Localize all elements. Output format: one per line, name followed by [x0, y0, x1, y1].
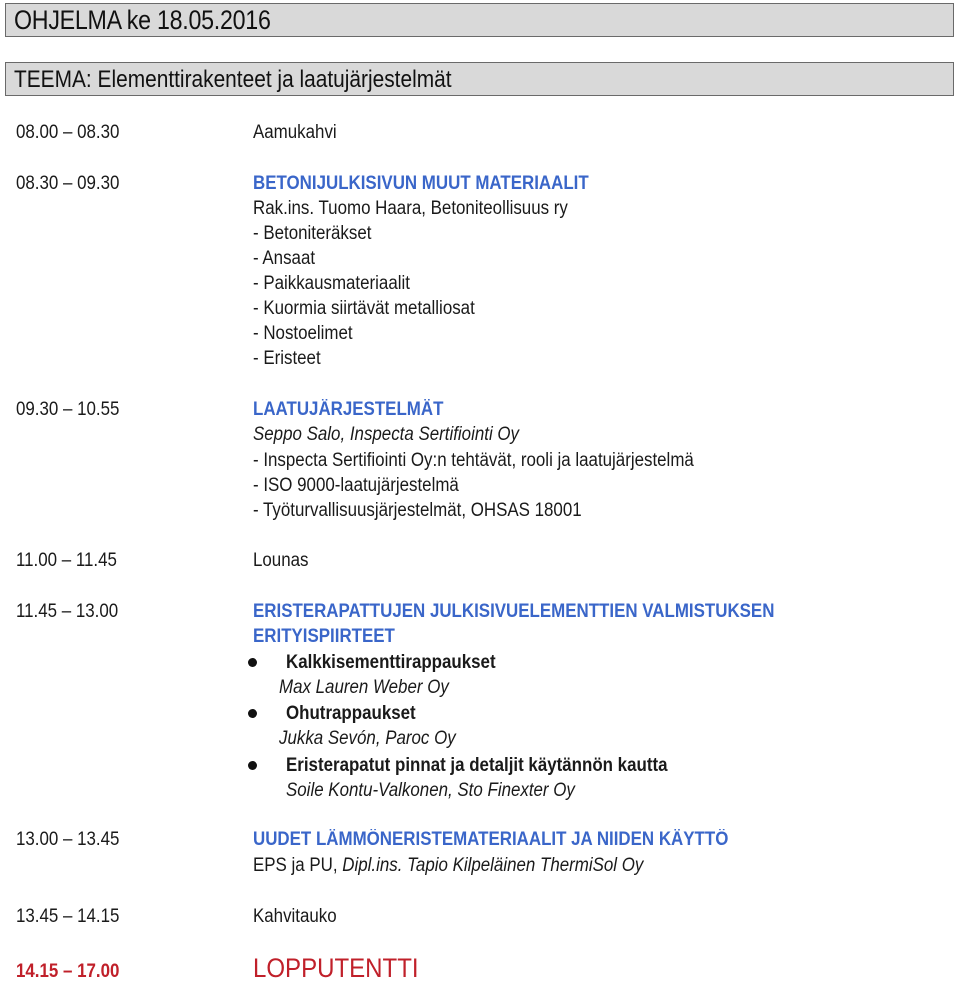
session-item: - ISO 9000-laatujärjestelmä [253, 475, 459, 496]
program-title: OHJELMA ke 18.05.2016 [14, 5, 271, 35]
session-time: 08.30 – 09.30 [16, 173, 120, 194]
session-title-line1: ERISTERAPATTUJEN JULKISIVUELEMENTTIEN VALMISTUKSEN [253, 601, 775, 622]
subtopic-speaker: Jukka Sevón, Paroc Oy [279, 728, 456, 749]
session-item: - Inspecta Sertifiointi Oy:n tehtävät, rooli ja laatujärjestelmä [253, 450, 694, 471]
session-time: 11.45 – 13.00 [16, 601, 119, 622]
session-title: BETONIJULKISIVUN MUUT MATERIAALIT [253, 173, 589, 194]
subtopic-speaker: Max Lauren Weber Oy [279, 677, 449, 698]
session-item: - Nostoelimet [253, 323, 353, 344]
session-title: LOPPUTENTTI [253, 953, 419, 983]
speaker-italic: Dipl.ins. Tapio Kilpeläinen ThermiSol Oy [342, 855, 644, 876]
program-title-box [5, 3, 954, 37]
session-title: UUDET LÄMMÖNERISTEMATERIAALIT JA NIIDEN KÄYTTÖ [253, 829, 729, 850]
session-speaker: Rak.ins. Tuomo Haara, Betoniteollisuus ry [253, 198, 568, 219]
session-time: 11.00 – 11.45 [16, 550, 117, 571]
theme-label: TEEMA: Elementtirakenteet ja laatujärjestelmät [14, 66, 452, 93]
session-time: 08.00 – 08.30 [16, 122, 120, 143]
speaker-plain: EPS ja PU, [253, 855, 343, 876]
subtopic-title: Eristerapatut pinnat ja detaljit käytännön kautta [286, 755, 668, 776]
session-time: 09.30 – 10.55 [16, 399, 120, 420]
subtopic-title: Ohutrappaukset [286, 703, 416, 724]
session-item: - Betoniteräkset [253, 223, 372, 244]
bullet-icon [248, 658, 257, 667]
session-title: Kahvitauko [253, 906, 337, 927]
session-item: - Kuormia siirtävät metalliosat [253, 298, 475, 319]
bullet-icon [248, 709, 257, 718]
session-item: - Ansaat [253, 248, 316, 269]
session-title-line2: ERITYISPIIRTEET [253, 626, 395, 647]
session-title: Lounas [253, 550, 309, 571]
session-item: - Paikkausmateriaalit [253, 273, 410, 294]
session-title: LAATUJÄRJESTELMÄT [253, 399, 444, 420]
bullet-icon [248, 761, 257, 770]
session-speaker [253, 855, 643, 877]
session-item: - Eristeet [253, 348, 321, 369]
session-time: 14.15 – 17.00 [16, 961, 120, 982]
session-item: - Työturvallisuusjärjestelmät, OHSAS 18001 [253, 500, 582, 521]
session-speaker: Seppo Salo, Inspecta Sertifiointi Oy [253, 424, 520, 445]
session-time: 13.00 – 13.45 [16, 829, 120, 850]
subtopic-title: Kalkkisementtirappaukset [286, 652, 496, 673]
subtopic-speaker: Soile Kontu-Valkonen, Sto Finexter Oy [286, 780, 575, 801]
session-time: 13.45 – 14.15 [16, 906, 120, 927]
session-title: Aamukahvi [253, 122, 337, 143]
theme-box [5, 62, 954, 96]
